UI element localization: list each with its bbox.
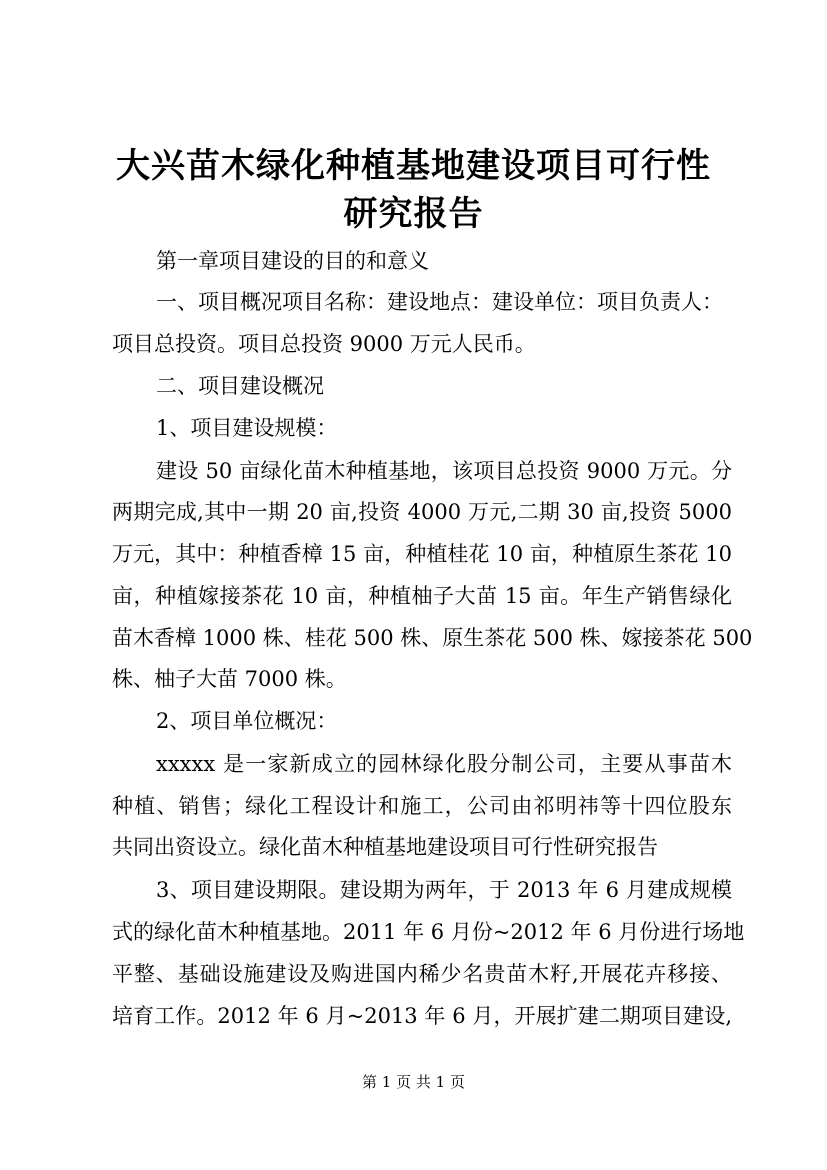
body-line: 一、项目概况项目名称：建设地点：建设单位：项目负责人： (156, 290, 723, 314)
body-line: 苗木香樟 1000 株、桂花 500 株、原生茶花 500 株、嫁接茶花 500 (112, 626, 753, 650)
body-line: 平整、基础设施建设及购进国内稀少名贵苗木籽,开展花卉移接、 (112, 962, 732, 986)
body-line: 式的绿化苗木种植基地。2011 年 6 月份~2012 年 6 月份进行场地 (112, 920, 745, 944)
body-line: 1、项目建设规模： (156, 416, 338, 440)
body-line: 株、柚子大苗 7000 株。 (112, 667, 347, 691)
body-line: 2、项目单位概况： (156, 709, 338, 733)
body-line: 亩，种植嫁接茶花 10 亩，种植柚子大苗 15 亩。年生产销售绿化 (112, 584, 732, 608)
body-line: 第一章项目建设的目的和意义 (156, 249, 429, 273)
body-line: 3、项目建设期限。建设期为两年，于 2013 年 6 月建成规模 (156, 878, 732, 902)
body-line: 种植、销售；绿化工程设计和施工，公司由祁明祎等十四位股东 (112, 794, 732, 818)
body-line: xxxxx 是一家新成立的园林绿化股分制公司，主要从事苗木 (156, 752, 732, 776)
document-title: 大兴苗木绿化种植基地建设项目可行性研究报告 (116, 146, 711, 234)
body-line: 共同出资设立。绿化苗木种植基地建设项目可行性研究报告 (112, 835, 658, 859)
body-line: 培育工作。2012 年 6 月~2013 年 6 月，开展扩建二期项目建设, (112, 1004, 732, 1028)
body-line: 项目总投资。项目总投资 9000 万元人民币。 (112, 332, 536, 356)
body-line: 两期完成,其中一期 20 亩,投资 4000 万元,二期 30 亩,投资 5000 (112, 500, 732, 524)
page-footer: 第 1 页 共 1 页 (362, 1073, 465, 1091)
body-line: 建设 50 亩绿化苗木种植基地，该项目总投资 9000 万元。分 (156, 459, 732, 483)
body-line: 万元，其中：种植香樟 15 亩，种植桂花 10 亩，种植原生茶花 10 (112, 542, 732, 566)
body-line: 二、项目建设概况 (156, 374, 324, 398)
